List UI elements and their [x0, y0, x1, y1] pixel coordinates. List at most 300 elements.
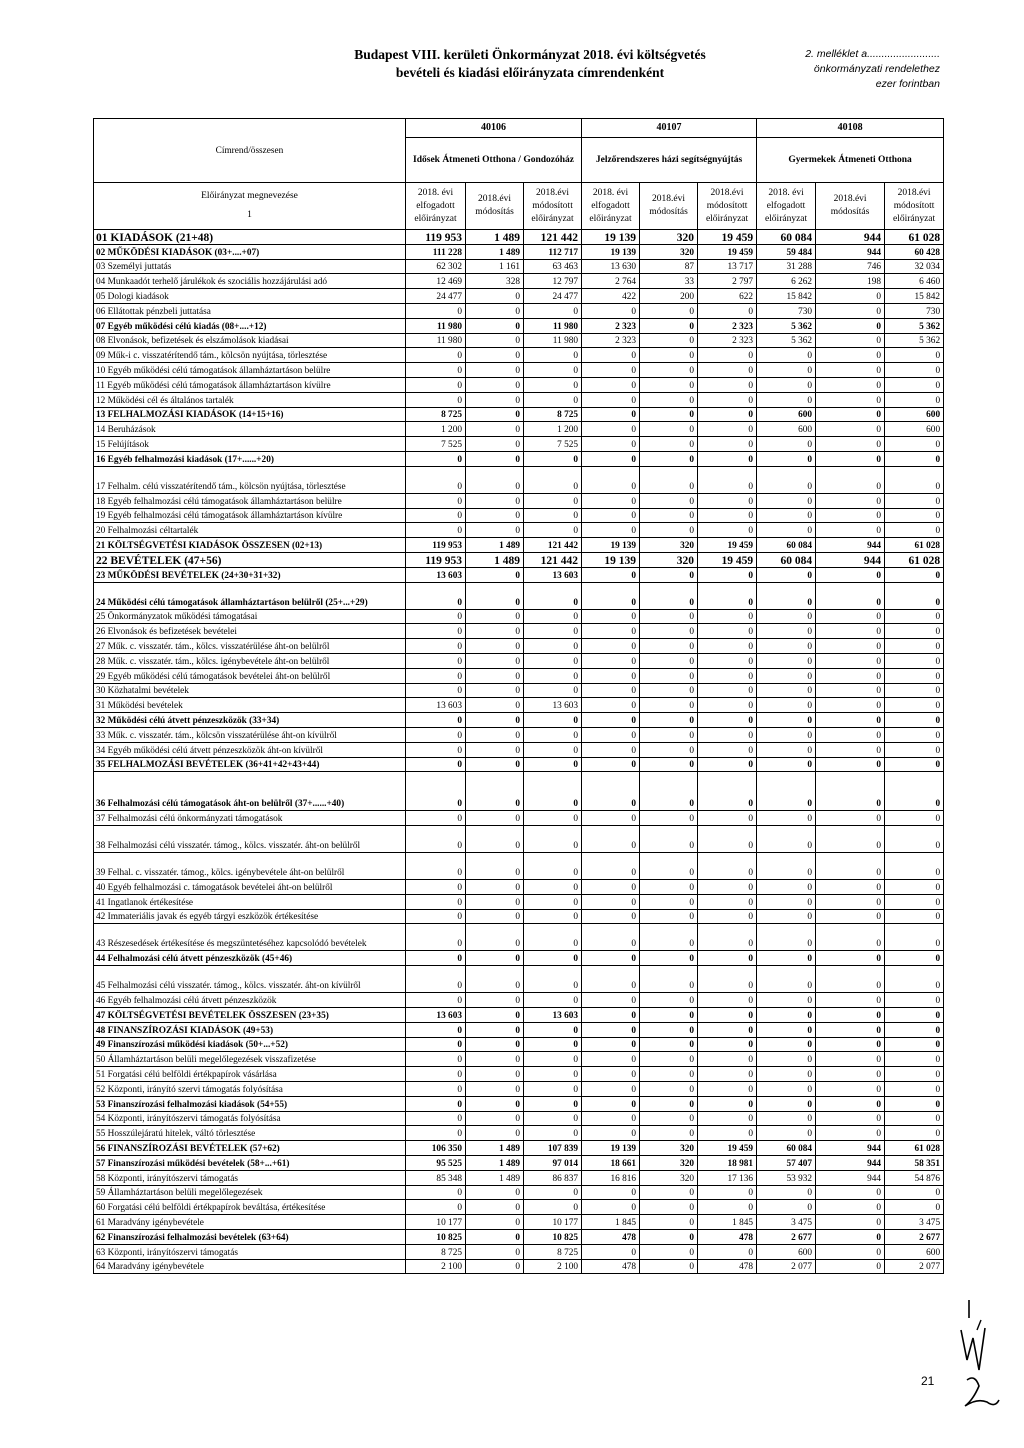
cell-value: 0	[757, 1067, 816, 1082]
cell-value: 5 362	[885, 333, 944, 348]
cell-value: 0	[816, 1230, 885, 1245]
cell-value: 13 603	[406, 1008, 466, 1023]
cell-value: 7 525	[406, 437, 466, 452]
cell-value: 0	[524, 894, 582, 909]
cell-value: 0	[406, 1082, 466, 1097]
row-label: 40 Egyéb felhalmozási c. támogatások bevételei áht-on belülről	[94, 880, 406, 895]
cell-value: 0	[698, 853, 757, 880]
cell-value: 0	[582, 683, 640, 698]
table-row	[94, 318, 944, 333]
cell-value: 0	[582, 466, 640, 493]
cell-value: 0	[640, 757, 698, 772]
cell-value: 0	[582, 668, 640, 683]
row-label: 51 Forgatási célú belföldi értékpapírok vásárlása	[94, 1067, 406, 1082]
cell-value: 0	[698, 668, 757, 683]
table-row	[94, 1156, 944, 1171]
cell-value: 12 797	[524, 274, 582, 289]
cell-value: 0	[640, 624, 698, 639]
cell-value: 24 477	[524, 289, 582, 304]
cell-value: 0	[698, 377, 757, 392]
cell-value: 0	[524, 880, 582, 895]
cell-value: 0	[640, 392, 698, 407]
cell-value: 0	[406, 466, 466, 493]
cell-value: 0	[698, 1052, 757, 1067]
row-label: 58 Központi, irányítószervi támogatás	[94, 1170, 406, 1185]
cell-value: 0	[582, 437, 640, 452]
cell-value: 0	[640, 348, 698, 363]
cell-value: 0	[466, 811, 524, 826]
table-row	[94, 259, 944, 274]
cell-value: 97 014	[524, 1156, 582, 1171]
cell-value: 0	[406, 1200, 466, 1215]
table-row	[94, 567, 944, 582]
cell-value: 0	[466, 437, 524, 452]
cell-value: 600	[757, 422, 816, 437]
row-label: 52 Központi, irányító szervi támogatás folyósítása	[94, 1082, 406, 1097]
cell-value: 0	[816, 1037, 885, 1052]
cell-value: 0	[582, 909, 640, 924]
cell-value: 0	[757, 377, 816, 392]
cell-value: 0	[406, 451, 466, 466]
cell-value: 0	[524, 451, 582, 466]
cell-value: 0	[757, 993, 816, 1008]
cell-value: 0	[524, 772, 582, 811]
cell-value: 0	[582, 826, 640, 853]
cell-value: 0	[757, 742, 816, 757]
cell-value: 0	[582, 894, 640, 909]
program-name-2: Jelzőrendszeres házi segítségnyújtás	[582, 138, 757, 183]
cell-value: 0	[524, 582, 582, 609]
cell-value: 730	[885, 303, 944, 318]
cell-value: 0	[640, 363, 698, 378]
cell-value: 53 932	[757, 1170, 816, 1185]
cell-value: 0	[757, 523, 816, 538]
annex-line-1: 2. melléklet a.........................	[805, 48, 940, 60]
cell-value: 0	[816, 909, 885, 924]
cell-value: 0	[582, 757, 640, 772]
table-row	[94, 289, 944, 304]
cell-value: 944	[816, 1170, 885, 1185]
row-label: 41 Ingatlanok értékesítése	[94, 894, 406, 909]
row-label: 20 Felhalmozási céltartalék	[94, 523, 406, 538]
cell-value: 0	[757, 437, 816, 452]
cell-value: 0	[698, 909, 757, 924]
cell-value: 0	[640, 909, 698, 924]
cell-value: 0	[816, 437, 885, 452]
cell-value: 19 459	[698, 244, 757, 259]
cell-value: 0	[582, 582, 640, 609]
cell-value: 60 084	[757, 230, 816, 245]
cell-value: 0	[757, 493, 816, 508]
cell-value: 0	[816, 826, 885, 853]
cell-value: 0	[466, 683, 524, 698]
cell-value: 0	[816, 1185, 885, 1200]
cell-value: 0	[816, 303, 885, 318]
cell-value: 60 084	[757, 1141, 816, 1156]
cell-value: 0	[466, 1096, 524, 1111]
cell-value: 0	[757, 363, 816, 378]
cell-value: 0	[582, 951, 640, 966]
row-label: 01 KIADÁSOK (21+48)	[94, 230, 406, 245]
cell-value: 0	[466, 333, 524, 348]
cell-value: 0	[698, 303, 757, 318]
cell-value: 0	[406, 727, 466, 742]
cell-value: 0	[406, 653, 466, 668]
cell-value: 0	[406, 853, 466, 880]
cell-value: 61 028	[885, 230, 944, 245]
cell-value: 0	[640, 466, 698, 493]
cell-value: 0	[466, 1082, 524, 1097]
cell-value: 0	[698, 772, 757, 811]
table-row	[94, 1096, 944, 1111]
cell-value: 0	[757, 894, 816, 909]
cell-value: 11 980	[524, 318, 582, 333]
table-row	[94, 1185, 944, 1200]
cell-value: 1 489	[466, 538, 524, 553]
cell-value: 0	[885, 653, 944, 668]
cell-value: 1 200	[524, 422, 582, 437]
cell-value: 0	[466, 609, 524, 624]
cell-value: 0	[698, 826, 757, 853]
cell-value: 0	[816, 757, 885, 772]
cell-value: 0	[698, 1022, 757, 1037]
cell-value: 0	[816, 582, 885, 609]
row-label: 18 Egyéb felhalmozási célú támogatások államháztartáson belülre	[94, 493, 406, 508]
cell-value: 0	[885, 624, 944, 639]
cell-value: 0	[582, 567, 640, 582]
cell-value: 0	[640, 451, 698, 466]
cell-value: 0	[816, 422, 885, 437]
cell-value: 320	[640, 1156, 698, 1171]
cell-value: 0	[640, 924, 698, 951]
cell-value: 60 084	[757, 538, 816, 553]
cell-value: 1 489	[466, 230, 524, 245]
cell-value: 0	[582, 1185, 640, 1200]
cell-value: 0	[406, 303, 466, 318]
cell-value: 0	[757, 1111, 816, 1126]
cell-value: 0	[816, 811, 885, 826]
cell-value: 0	[885, 713, 944, 728]
cell-value: 0	[582, 1200, 640, 1215]
table-row	[94, 757, 944, 772]
cell-value: 1 489	[466, 1141, 524, 1156]
cell-value: 0	[640, 407, 698, 422]
cell-value: 0	[524, 1037, 582, 1052]
cell-value: 57 407	[757, 1156, 816, 1171]
cell-value: 95 525	[406, 1156, 466, 1171]
cell-value: 0	[698, 951, 757, 966]
cell-value: 1 845	[582, 1215, 640, 1230]
cell-value: 0	[524, 523, 582, 538]
cell-value: 0	[466, 1230, 524, 1245]
cell-value: 0	[698, 1111, 757, 1126]
cell-value: 2 100	[524, 1259, 582, 1274]
cell-value: 119 953	[406, 538, 466, 553]
cell-value: 0	[885, 1126, 944, 1141]
subheader-p2-3: 2018.évi módosított előirányzat	[698, 183, 757, 230]
cell-value: 0	[816, 993, 885, 1008]
cell-value: 0	[885, 377, 944, 392]
cell-value: 0	[757, 348, 816, 363]
table-row	[94, 244, 944, 259]
cell-value: 0	[524, 993, 582, 1008]
cell-value: 0	[885, 1185, 944, 1200]
cell-value: 0	[640, 826, 698, 853]
cell-value: 0	[698, 407, 757, 422]
cell-value: 10 177	[524, 1215, 582, 1230]
cell-value: 60 084	[757, 552, 816, 567]
cell-value: 0	[524, 924, 582, 951]
cell-value: 0	[698, 1200, 757, 1215]
cell-value: 0	[640, 853, 698, 880]
cell-value: 0	[757, 727, 816, 742]
cell-value: 13 603	[406, 698, 466, 713]
row-label: 62 Finanszírozási felhalmozási bevételek (63+64)	[94, 1230, 406, 1245]
cell-value: 0	[524, 1082, 582, 1097]
cell-value: 0	[698, 466, 757, 493]
cell-value: 0	[524, 1096, 582, 1111]
cell-value: 478	[582, 1230, 640, 1245]
cell-value: 6 460	[885, 274, 944, 289]
subheader-p1-3: 2018.évi módosított előirányzat	[524, 183, 582, 230]
cell-value: 1 489	[466, 1156, 524, 1171]
cell-value: 1 200	[406, 422, 466, 437]
cell-value: 0	[816, 624, 885, 639]
cell-value: 0	[640, 303, 698, 318]
row-label: 25 Önkormányzatok működési támogatásai	[94, 609, 406, 624]
cell-value: 0	[406, 772, 466, 811]
table-row	[94, 1111, 944, 1126]
cell-value: 0	[698, 624, 757, 639]
cell-value: 0	[582, 653, 640, 668]
table-row	[94, 552, 944, 567]
cell-value: 0	[406, 1022, 466, 1037]
cell-value: 2 323	[582, 333, 640, 348]
cell-value: 0	[698, 1244, 757, 1259]
cell-value: 1 845	[698, 1215, 757, 1230]
cell-value: 0	[524, 303, 582, 318]
cell-value: 0	[582, 624, 640, 639]
cell-value: 0	[885, 853, 944, 880]
cell-value: 0	[640, 1215, 698, 1230]
cell-value: 0	[406, 523, 466, 538]
program-code-1: 40106	[406, 119, 582, 138]
cell-value: 0	[816, 1126, 885, 1141]
cell-value: 0	[524, 668, 582, 683]
cell-value: 0	[885, 993, 944, 1008]
cell-value: 1 161	[466, 259, 524, 274]
cell-value: 0	[406, 493, 466, 508]
cell-value: 0	[582, 508, 640, 523]
cell-value: 0	[757, 466, 816, 493]
cell-value: 0	[640, 609, 698, 624]
cell-value: 0	[524, 853, 582, 880]
cell-value: 0	[524, 639, 582, 654]
cell-value: 61 028	[885, 1141, 944, 1156]
cell-value: 12 469	[406, 274, 466, 289]
cell-value: 8 725	[524, 407, 582, 422]
cell-value: 13 603	[524, 698, 582, 713]
cell-value: 0	[816, 1200, 885, 1215]
cell-value: 0	[816, 668, 885, 683]
cell-value: 944	[816, 1156, 885, 1171]
cell-value: 13 603	[524, 1008, 582, 1023]
cell-value: 0	[640, 1185, 698, 1200]
row-label: 12 Működési cél és általános tartalék	[94, 392, 406, 407]
subheader-p3-1: 2018. évi elfogadott előirányzat	[757, 183, 816, 230]
table-row	[94, 880, 944, 895]
row-label: 50 Államháztartáson belüli megelőlegezések visszafizetése	[94, 1052, 406, 1067]
cell-value: 58 351	[885, 1156, 944, 1171]
cell-value: 0	[816, 508, 885, 523]
cell-value: 0	[640, 668, 698, 683]
row-label: 19 Egyéb felhalmozási célú támogatások államháztartáson kívülre	[94, 508, 406, 523]
cell-value: 0	[757, 609, 816, 624]
row-label: 04 Munkaadót terhelő járulékok és szociális hozzájárulási adó	[94, 274, 406, 289]
cell-value: 0	[582, 772, 640, 811]
cell-value: 61 028	[885, 552, 944, 567]
cell-value: 1 489	[466, 552, 524, 567]
table-row	[94, 772, 944, 811]
cell-value: 0	[582, 377, 640, 392]
cell-value: 0	[885, 1052, 944, 1067]
row-label: 05 Dologi kiadások	[94, 289, 406, 304]
table-row	[94, 668, 944, 683]
cell-value: 0	[466, 757, 524, 772]
cell-value: 0	[757, 1185, 816, 1200]
cell-value: 0	[466, 853, 524, 880]
cell-value: 0	[816, 698, 885, 713]
cell-value: 0	[698, 894, 757, 909]
cell-value: 1 489	[466, 1170, 524, 1185]
cell-value: 0	[466, 1215, 524, 1230]
cell-value: 0	[698, 727, 757, 742]
row-label: 09 Műk-i c. visszatérítendő tám., kölcsön nyújtása, törlesztése	[94, 348, 406, 363]
table-row	[94, 348, 944, 363]
table-row	[94, 422, 944, 437]
cell-value: 0	[640, 727, 698, 742]
cell-value: 0	[816, 951, 885, 966]
cell-value: 944	[816, 552, 885, 567]
cell-value: 0	[698, 1082, 757, 1097]
table-row	[94, 407, 944, 422]
cell-value: 0	[406, 826, 466, 853]
cell-value: 0	[524, 966, 582, 993]
cell-value: 10 177	[406, 1215, 466, 1230]
row-label: 33 Műk. c. visszatér. tám., kölcsön visszatérülése áht-on kívülről	[94, 727, 406, 742]
cell-value: 0	[466, 582, 524, 609]
cell-value: 2 100	[406, 1259, 466, 1274]
cell-value: 0	[406, 713, 466, 728]
title-line-1: Budapest VIII. kerületi Önkormányzat 2018. évi költségvetés	[354, 47, 706, 62]
cell-value: 0	[757, 757, 816, 772]
cell-value: 62 302	[406, 259, 466, 274]
cell-value: 0	[885, 392, 944, 407]
row-header-title: Előirányzat megnevezése	[201, 191, 298, 201]
cell-value: 0	[582, 1096, 640, 1111]
cell-value: 0	[524, 348, 582, 363]
cell-value: 0	[816, 567, 885, 582]
cell-value: 0	[466, 466, 524, 493]
cell-value: 0	[816, 348, 885, 363]
cell-value: 0	[816, 407, 885, 422]
cell-value: 320	[640, 1141, 698, 1156]
row-label: 31 Működési bevételek	[94, 698, 406, 713]
cell-value: 0	[885, 698, 944, 713]
cell-value: 944	[816, 244, 885, 259]
cell-value: 0	[698, 363, 757, 378]
row-label: 14 Beruházások	[94, 422, 406, 437]
cell-value: 0	[466, 772, 524, 811]
cell-value: 0	[816, 1215, 885, 1230]
cell-value: 0	[582, 392, 640, 407]
cell-value: 0	[757, 966, 816, 993]
table-row	[94, 466, 944, 493]
cell-value: 0	[757, 683, 816, 698]
cell-value: 0	[582, 1008, 640, 1023]
table-row	[94, 1215, 944, 1230]
cell-value: 8 725	[524, 1244, 582, 1259]
cell-value: 0	[466, 289, 524, 304]
table-row	[94, 1126, 944, 1141]
cell-value: 0	[640, 523, 698, 538]
table-row	[94, 639, 944, 654]
cell-value: 0	[640, 1052, 698, 1067]
cell-value: 121 442	[524, 552, 582, 567]
cell-value: 0	[757, 624, 816, 639]
row-label: 28 Műk. c. visszatér. tám., kölcs. igénybevétele áht-on belülről	[94, 653, 406, 668]
subheader-p1-1: 2018. évi elfogadott előirányzat	[406, 183, 466, 230]
cell-value: 0	[582, 1037, 640, 1052]
cell-value: 0	[816, 683, 885, 698]
cell-value: 600	[885, 422, 944, 437]
cell-value: 0	[466, 1067, 524, 1082]
cell-value: 0	[816, 289, 885, 304]
cell-value: 0	[582, 1244, 640, 1259]
row-label: 17 Felhalm. célú visszatérítendő tám., kölcsön nyújtása, törlesztése	[94, 466, 406, 493]
cell-value: 33	[640, 274, 698, 289]
cell-value: 0	[885, 742, 944, 757]
cell-value: 0	[406, 811, 466, 826]
cell-value: 0	[698, 683, 757, 698]
cell-value: 600	[885, 1244, 944, 1259]
cell-value: 19 459	[698, 538, 757, 553]
table-row	[94, 894, 944, 909]
cell-value: 0	[406, 624, 466, 639]
table-row	[94, 333, 944, 348]
table-row	[94, 377, 944, 392]
cell-value: 0	[524, 609, 582, 624]
cell-value: 0	[816, 318, 885, 333]
handwritten-signature	[955, 1290, 1015, 1420]
table-row	[94, 993, 944, 1008]
row-label: 36 Felhalmozási célú támogatások áht-on belülről (37+......+40)	[94, 772, 406, 811]
cell-value: 0	[816, 853, 885, 880]
cell-value: 0	[582, 493, 640, 508]
cell-value: 19 139	[582, 538, 640, 553]
cell-value: 0	[582, 1126, 640, 1141]
cell-value: 0	[466, 639, 524, 654]
cell-value: 15 842	[885, 289, 944, 304]
cell-value: 0	[466, 508, 524, 523]
cell-value: 320	[640, 244, 698, 259]
cell-value: 0	[757, 1037, 816, 1052]
cell-value: 944	[816, 230, 885, 245]
cell-value: 0	[524, 683, 582, 698]
cell-value: 0	[816, 1111, 885, 1126]
row-label: 39 Felhal. c. visszatér. támog., kölcs. igénybevétele áht-on belülről	[94, 853, 406, 880]
cell-value: 0	[406, 508, 466, 523]
